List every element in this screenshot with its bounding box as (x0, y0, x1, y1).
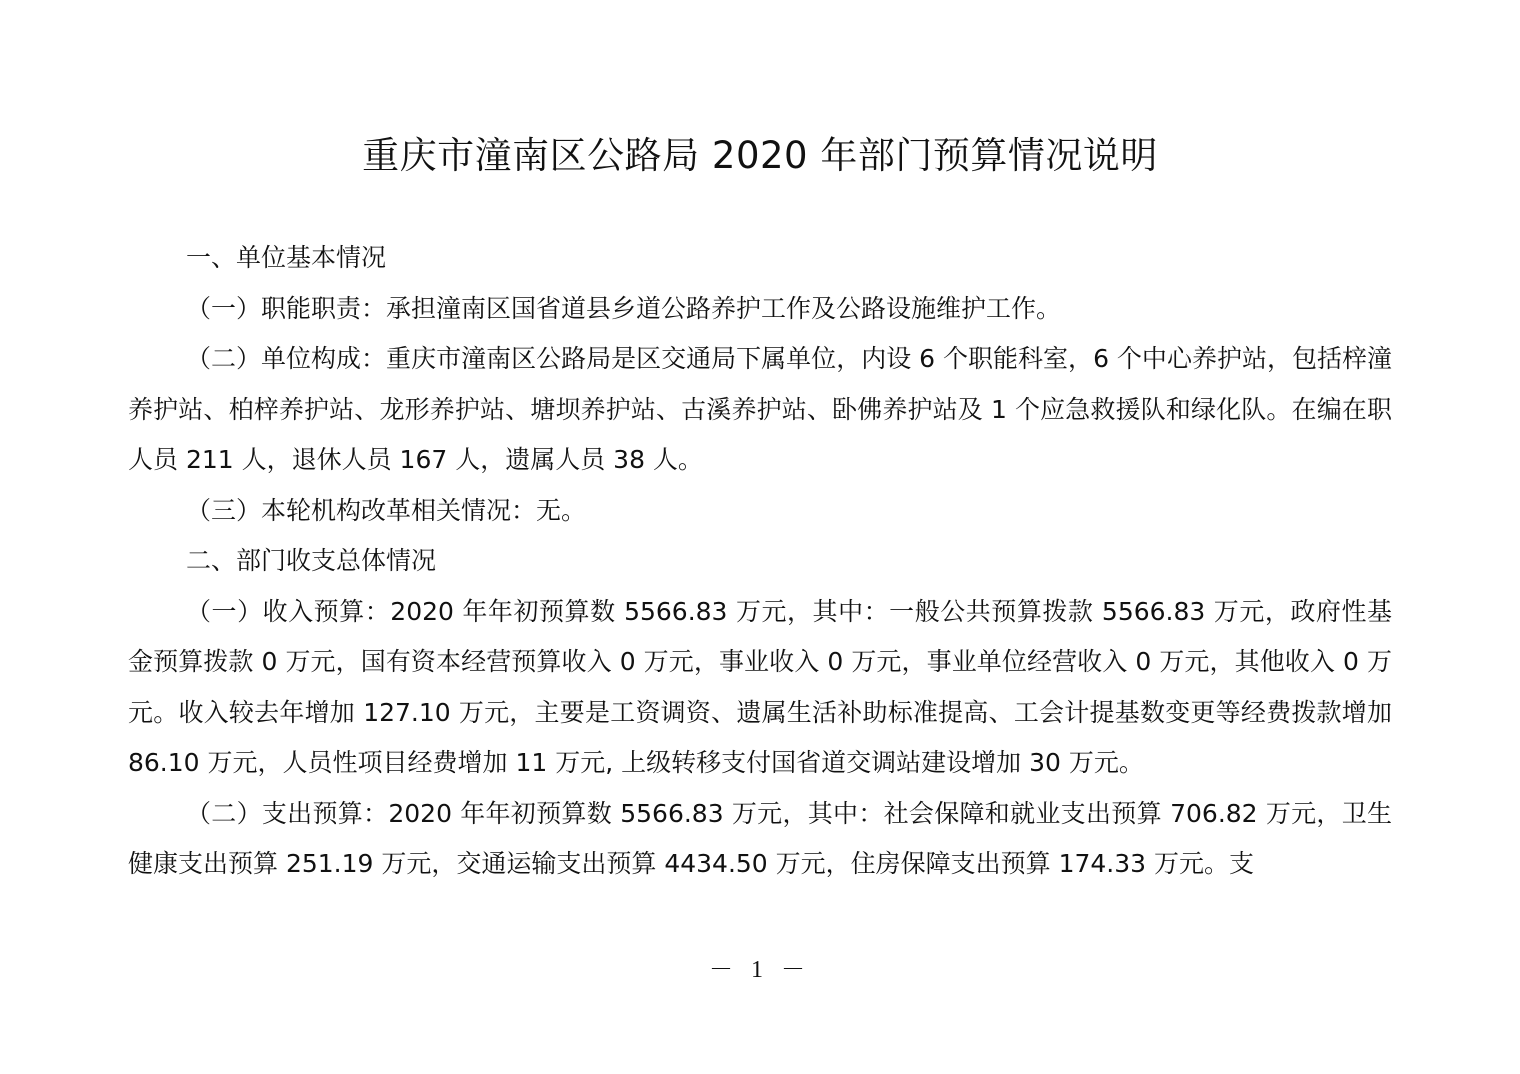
paragraph-functions: （一）职能职责：承担潼南区国省道县乡道公路养护工作及公路设施维护工作。 (186, 293, 1062, 323)
paragraph-expenditure-budget: （二）支出预算：2020 年年初预算数 5566.83 万元，其中：社会保障和就业支出预算 706.82 万元，卫生健康支出预算 251.19 万元，交通运输支出预算 4434.50 万元，住房保障支出预算 174.33 万元。支 (128, 798, 1392, 878)
document-title: 重庆市潼南区公路局 2020 年部门预算情况说明 (362, 134, 1158, 177)
document-body (128, 233, 1392, 890)
paragraph-revenue-budget: （一）收入预算：2020 年年初预算数 5566.83 万元，其中：一般公共预算拨款 5566.83 万元，政府性基金预算拨款 0 万元，国有资本经营预算收入 0 万元，事业收入 0 万元，事业单位经营收入 0 万元，其他收入 0 万元。收入较去年增加 127.10 万元，主要是工资调资、遗属生活补助标准提高、工会计提基数变更等经费拨款增加 86.10 万元，人员性项目经费增加 11 万元, 上级转移支付国省道交调站建设增加 30 万元。 (128, 596, 1392, 777)
paragraph-reform: （三）本轮机构改革相关情况：无。 (186, 495, 587, 525)
section-heading-revenue-expenditure: 二、部门收支总体情况 (186, 546, 437, 575)
section-heading-unit-basics: 一、单位基本情况 (186, 243, 387, 272)
page-number: － 1 － (709, 957, 811, 983)
paragraph-unit-composition: （二）单位构成：重庆市潼南区公路局是区交通局下属单位，内设 6 个职能科室，6 个中心养护站，包括梓潼养护站、柏梓养护站、龙形养护站、塘坝养护站、古溪养护站、卧佛养护站及 1 个应急救援队和绿化队。在编在职人员 211 人，退休人员 167 人，遗属人员 38 人。 (128, 344, 1392, 474)
